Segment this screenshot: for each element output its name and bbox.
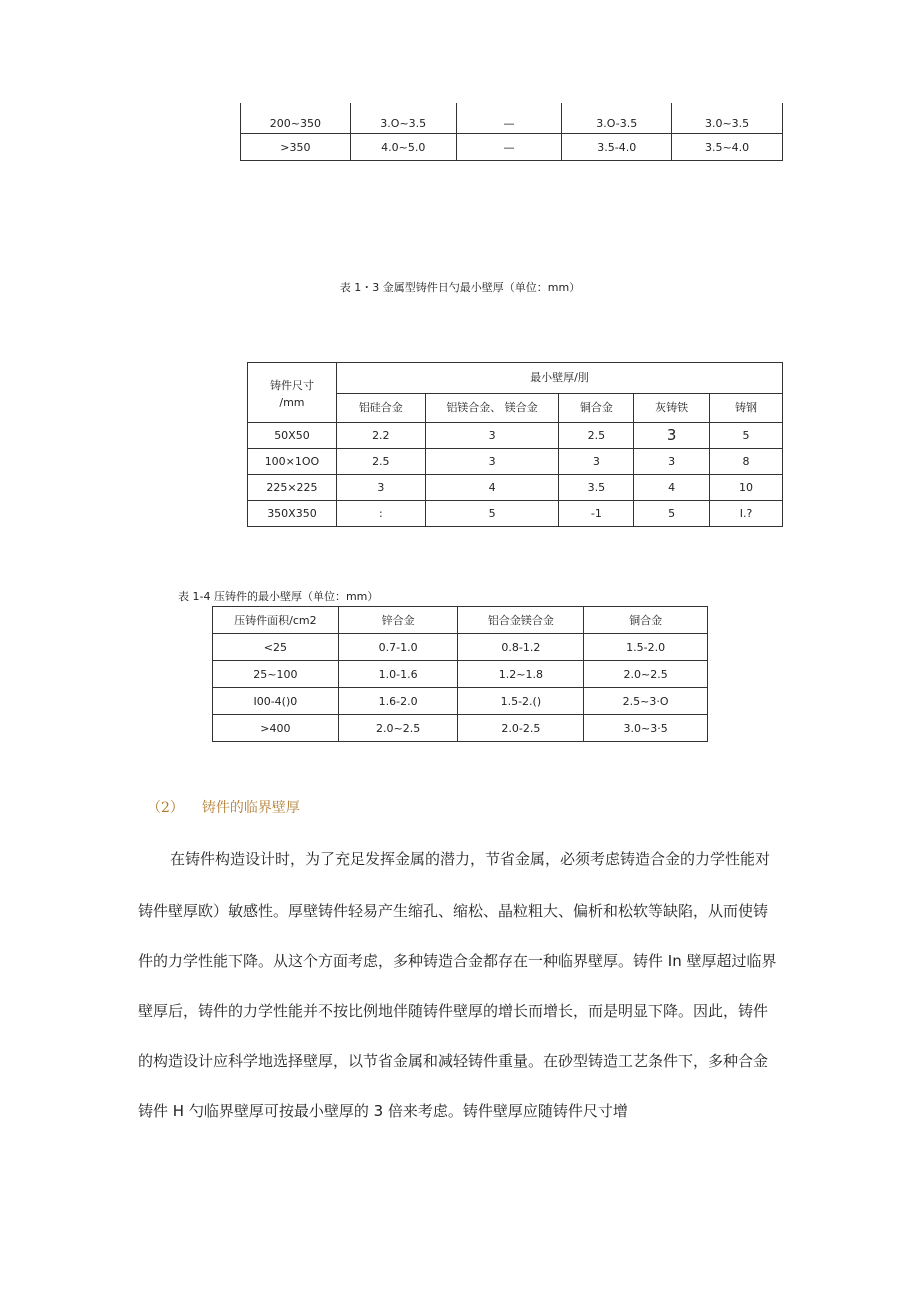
table-cell: 5 [710, 423, 783, 449]
table-row [248, 449, 783, 475]
table-1-4 [212, 606, 708, 742]
table-1-3 [247, 362, 783, 527]
paragraph-line: 的构造设计应科学地选择壁厚，以节省金属和减轻铸件重量。在砂型铸造工艺条件下，多种合金 [138, 1052, 769, 1070]
paragraph-line: 在铸件构造设计时，为了充足发挥金属的潜力，节省金属，必须考虑铸造合金的力学性能对 [170, 850, 771, 868]
table-cell: 3 [336, 475, 425, 501]
column-header: 铝合金镁合金 [458, 607, 584, 634]
header-size: 铸件尺寸 [248, 363, 337, 394]
table-cell: <25 [213, 634, 339, 661]
column-header: 铜合金 [584, 607, 708, 634]
table-row [241, 134, 783, 161]
table-cell: 2.5 [336, 449, 425, 475]
column-header: 锌合金 [338, 607, 458, 634]
table-cell: 0.8-1.2 [458, 634, 584, 661]
table-cell: — [456, 103, 562, 134]
column-header: 铝镁合金、 镁合金 [425, 393, 559, 423]
table-cell: 3.5~4.0 [672, 134, 783, 161]
table-cell: 2.0-2.5 [458, 715, 584, 742]
table-cell: 3 [559, 449, 634, 475]
table-cell: 4 [425, 475, 559, 501]
column-header: 铝硅合金 [336, 393, 425, 423]
table-cell: >400 [213, 715, 339, 742]
table-cell: >350 [241, 134, 351, 161]
table-cell: -1 [559, 501, 634, 527]
table-cell: 3 [425, 423, 559, 449]
table-cell: 25~100 [213, 661, 339, 688]
table-cell: 4 [634, 475, 710, 501]
paragraph-line: 铸件壁厚欧）敏感性。厚壁铸件轻易产生缩孔、缩松、晶粒粗大、偏析和松软等缺陷，从而使铸 [138, 902, 769, 920]
section-heading [147, 797, 300, 817]
table-cell: 350X350 [248, 501, 337, 527]
table-cell: 5 [634, 501, 710, 527]
table-header-row [213, 607, 708, 634]
table-cell: 3.0~3.5 [672, 103, 783, 134]
table-cell: 1.5-2.() [458, 688, 584, 715]
table-row [213, 715, 708, 742]
table-cell: 3.5 [559, 475, 634, 501]
table-cell: 3 [425, 449, 559, 475]
column-header: 压铸件面积/cm2 [213, 607, 339, 634]
table14-caption: 表 1-4 压铸件的最小壁厚（单位：mm） [178, 590, 379, 603]
table-row [213, 688, 708, 715]
table-cell: 1.2~1.8 [458, 661, 584, 688]
table-cell: 10 [710, 475, 783, 501]
section-number: （2） [147, 800, 184, 816]
header-unit: /mm [248, 393, 337, 423]
table-cell: I00-4()0 [213, 688, 339, 715]
table-header-row [248, 393, 783, 423]
table-cell: 2.5~3·O [584, 688, 708, 715]
table-cell: 1.0-1.6 [338, 661, 458, 688]
table-cell: 200~350 [241, 103, 351, 134]
table-cell: 0.7-1.0 [338, 634, 458, 661]
table-cell: 225×225 [248, 475, 337, 501]
table-cell: — [456, 134, 562, 161]
table-header-row [248, 363, 783, 394]
paragraph-line: 壁厚后，铸件的力学性能并不按比例地伴随铸件壁厚的增长而增长，而是明显下降。因此，铸件 [138, 1002, 769, 1020]
table-cell: 3.0~3·5 [584, 715, 708, 742]
table-cell: 2.5 [559, 423, 634, 449]
table-cell: 50X50 [248, 423, 337, 449]
table-continuation [240, 103, 783, 161]
table-cell: 1.5-2.0 [584, 634, 708, 661]
table-cell: 2.0~2.5 [584, 661, 708, 688]
table-cell: 2.2 [336, 423, 425, 449]
table-cell: 3.O~3.5 [350, 103, 456, 134]
paragraph-line: 铸件 H 勺临界壁厚可按最小壁厚的 3 倍来考虑。铸件壁厚应随铸件尺寸增 [138, 1102, 628, 1120]
table-cell: 2.0~2.5 [338, 715, 458, 742]
table-cell: 1.6-2.0 [338, 688, 458, 715]
column-header: 铸钢 [710, 393, 783, 423]
header-min-wall: 最小壁厚/刖 [336, 363, 782, 394]
table-cell: 3 [634, 449, 710, 475]
table-cell: I.? [710, 501, 783, 527]
table-row [213, 661, 708, 688]
table-cell: 100×1OO [248, 449, 337, 475]
table-row [213, 634, 708, 661]
table-row [248, 475, 783, 501]
table13-caption: 表 1・3 金属型铸件日勺最小壁厚（单位：mm） [339, 281, 581, 294]
column-header: 铜合金 [559, 393, 634, 423]
table-cell: 8 [710, 449, 783, 475]
table-cell: : [336, 501, 425, 527]
section-title: 铸件的临界壁厚 [201, 800, 300, 816]
table-cell: 3 [634, 423, 710, 449]
table-cell: 4.0~5.0 [350, 134, 456, 161]
paragraph-line: 件的力学性能下降。从这个方面考虑，多种铸造合金都存在一种临界壁厚。铸件 In 壁厚超过临界 [138, 952, 777, 970]
table-cell: 3.O-3.5 [562, 103, 672, 134]
table-cell: 5 [425, 501, 559, 527]
table-cell: 3.5-4.0 [562, 134, 672, 161]
table-row [248, 423, 783, 449]
column-header: 灰铸铁 [634, 393, 710, 423]
table-row [248, 501, 783, 527]
table-row [241, 103, 783, 134]
